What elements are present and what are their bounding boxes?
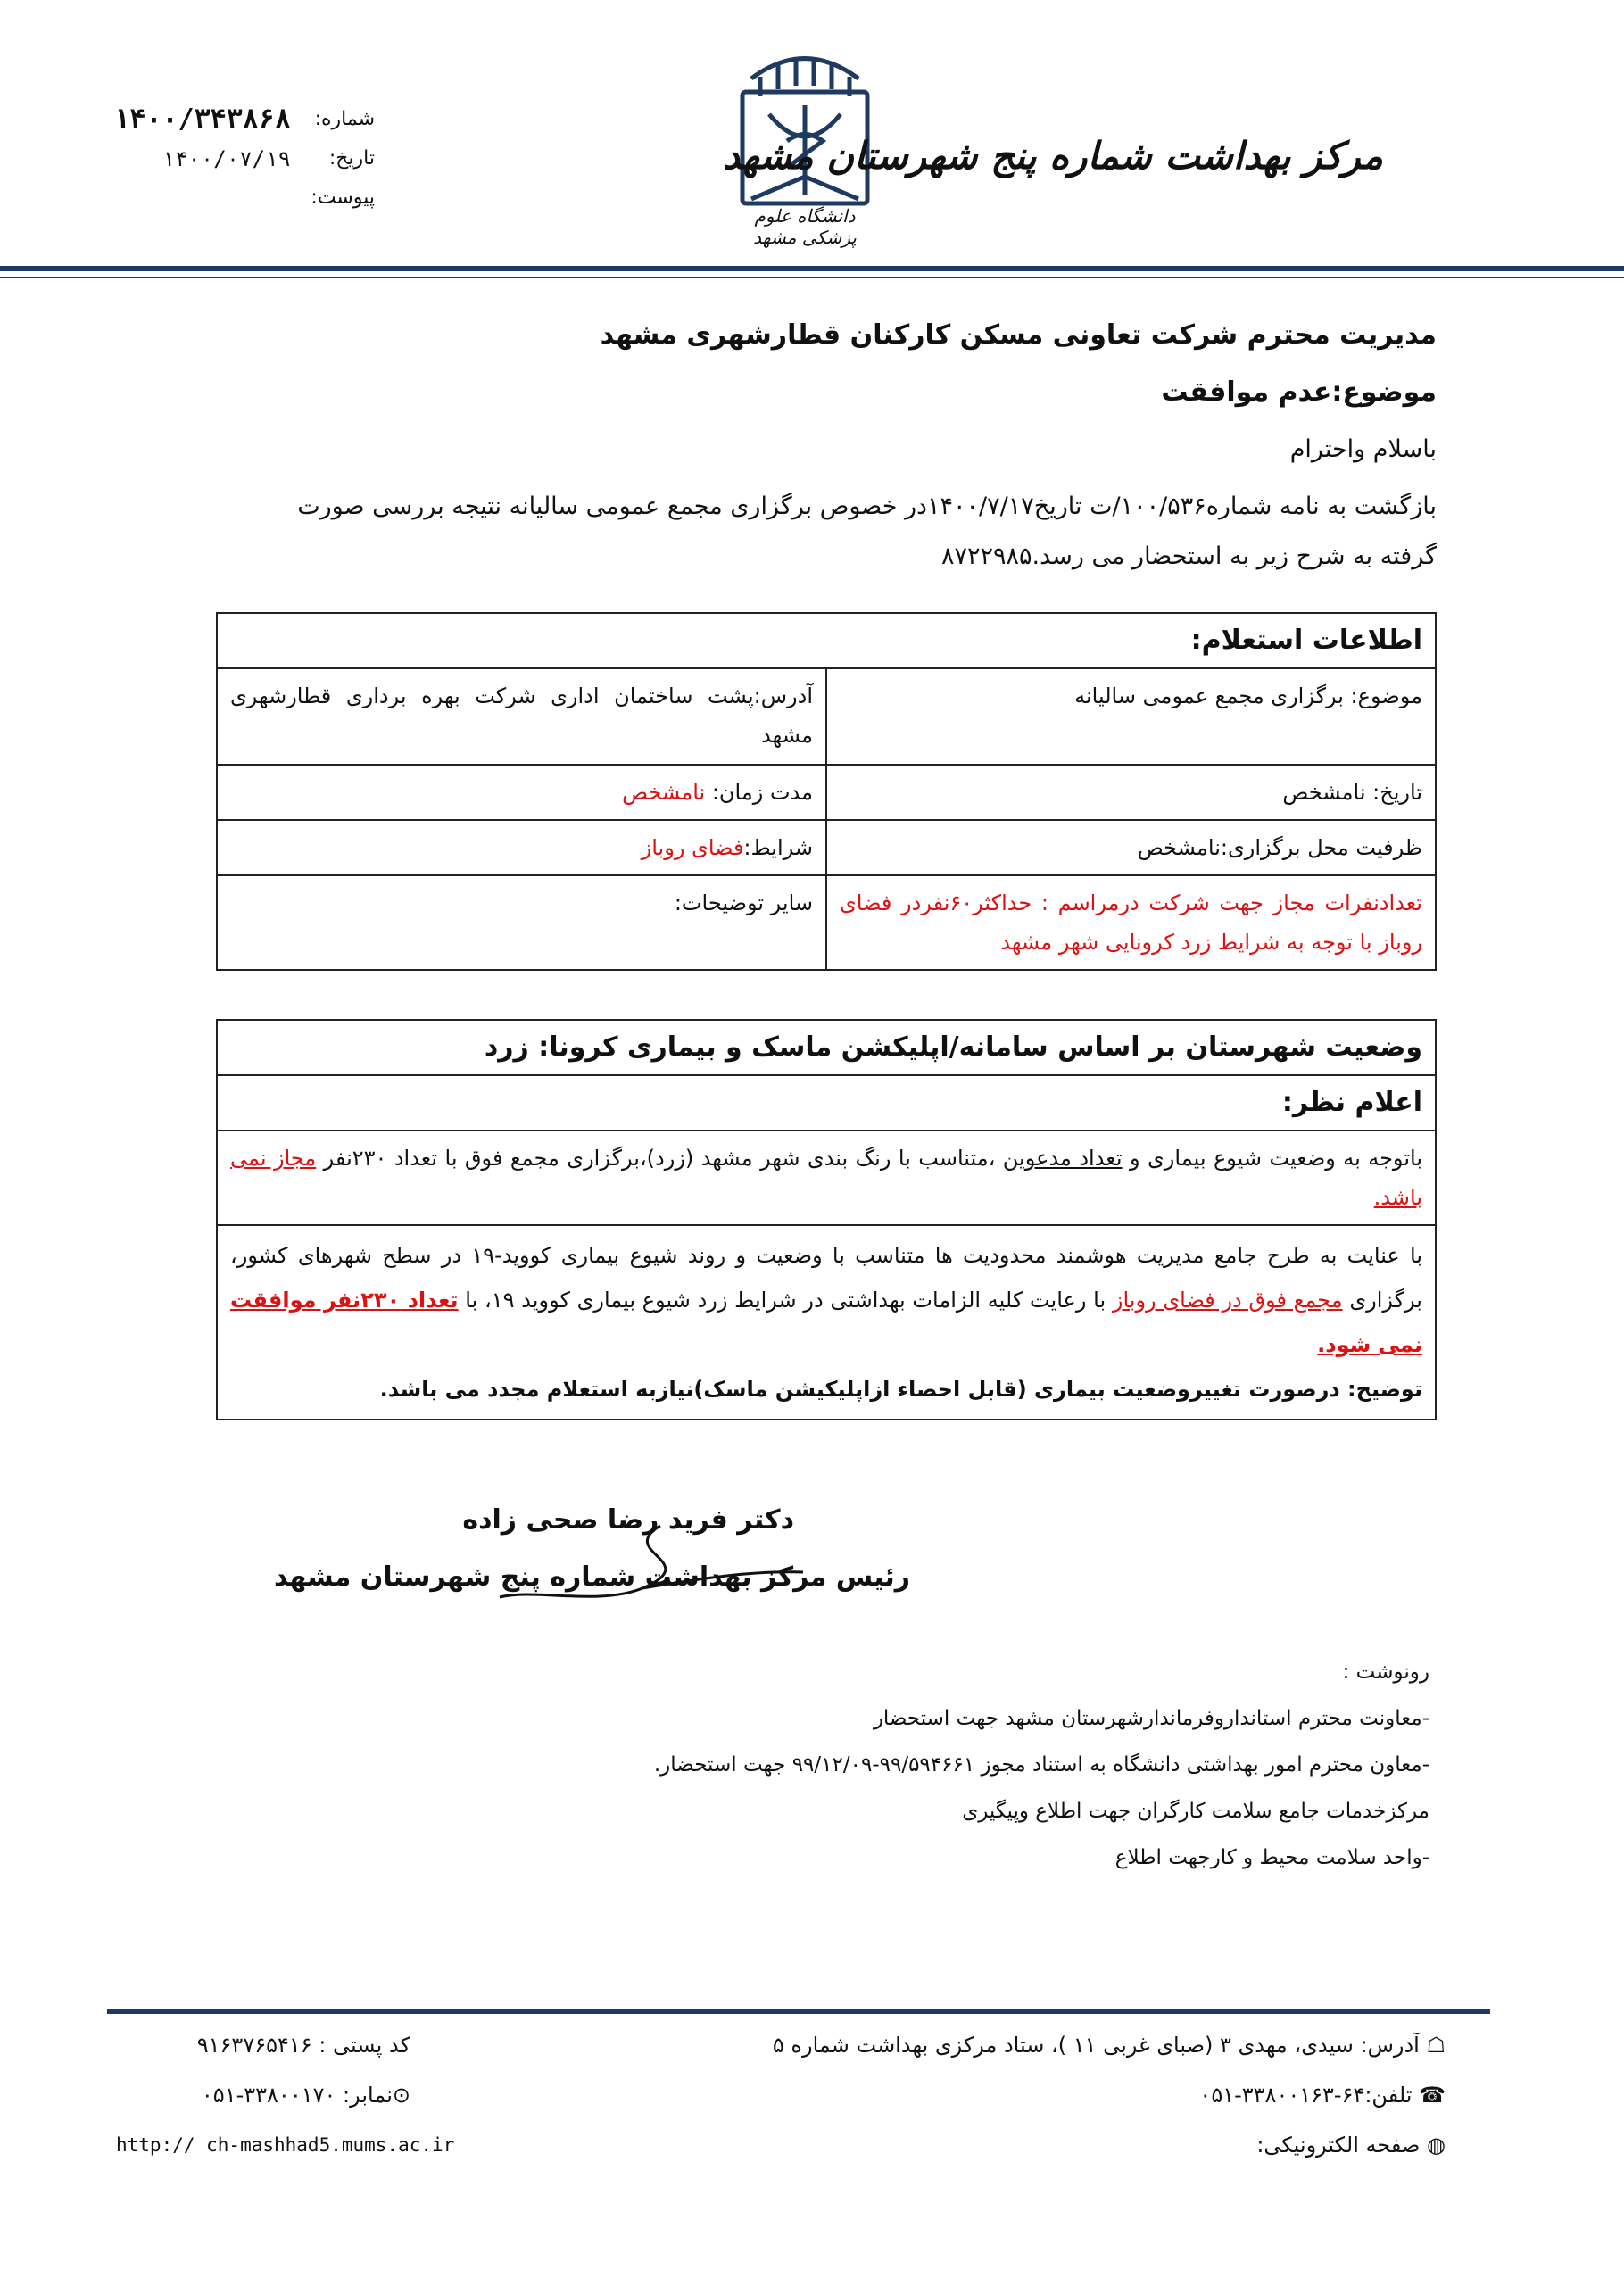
address-cell: آدرس:پشت ساختمان اداری شرکت بهره برداری قطارشهری مشهد <box>217 668 826 765</box>
phone-icon: ☎ <box>1412 2083 1446 2108</box>
fax-text: نمابر: ۳۳۸۰۰۱۷۰-۰۵۱ <box>201 2083 393 2108</box>
opinion-paragraph-2 <box>217 1225 1436 1420</box>
header-divider <box>0 266 1624 271</box>
footer-divider <box>107 2009 1490 2014</box>
handwritten-signature-icon <box>482 1517 821 1615</box>
cc-item: مرکزخدمات جامع سلامت کارگران جهت اطلاع وپیگیری <box>962 1800 1429 1823</box>
attachment-label: پیوست: <box>311 186 375 209</box>
header-divider-thin <box>0 277 1624 278</box>
opinion-note: توضیح: درصورت تغییروضعیت بیماری (قابل احصاء ازاپلیکیشن ماسک)نیازبه استعلام مجدد می باشد. <box>379 1377 1422 1402</box>
allowed-count-cell: تعدادنفرات مجاز جهت شرکت درمراسم : حداکثر۶۰نفردر فضای روباز با توجه به شرایط زرد کرونایی شهر مشهد <box>826 875 1436 970</box>
footer-fax <box>116 2083 410 2108</box>
conditions-cell <box>217 820 826 875</box>
date-cell: تاریخ: نامشخص <box>826 765 1436 820</box>
footer-postal: کد پستی : ۹۱۶۳۷۶۵۴۱۶ <box>196 2033 410 2058</box>
inquiry-info-table <box>216 612 1437 971</box>
p1-text-b: ،متناسب با رنگ بندی شهر مشهد (زرد)،برگزاری مجمع فوق با تعداد ۲۳۰نفر <box>316 1146 1003 1171</box>
letter-meta <box>107 100 375 218</box>
logo-caption: دانشگاه علوم پزشکی مشهد <box>753 205 857 248</box>
footer-web-label <box>1256 2133 1446 2158</box>
p2-text-a: با عنایت به طرح جامع مدیریت هوشمند محدودیت ها متناسب با وضعیت و روند شیوع بیماری کووید-۱۹ در سطح شهرهای کشور، برگزاری <box>230 1243 1422 1313</box>
body-line-1: بازگشت به نامه شماره۱۰۰/۵۳۶/ت تاریخ۱۴۰۰/۷/۱۷در خصوص برگزاری مجمع عمومی سالیانه نتیجه بررسی صورت <box>297 493 1437 520</box>
opinion-paragraph-1 <box>217 1131 1436 1225</box>
subject-cell: موضوع: برگزاری مجمع عمومی سالیانه <box>826 668 1436 765</box>
other-notes-cell: سایر توضیحات: <box>217 875 826 970</box>
subject: موضوع:عدم موافقت <box>1161 377 1437 408</box>
recipient: مدیریت محترم شرکت تعاونی مسکن کارکنان قطارشهری مشهد <box>600 319 1437 351</box>
p1-red: مجاز نمی باشد. <box>230 1146 1422 1210</box>
opinion-title: اعلام نظر: <box>217 1075 1436 1131</box>
address-text: آدرس: سیدی، مهدی ۳ (صبای غربی ۱۱ )، ستاد مرکزی بهداشت شماره ۵ <box>772 2033 1420 2058</box>
capacity-cell: ظرفیت محل برگزاری:نامشخص <box>826 820 1436 875</box>
duration-value: نامشخص <box>622 780 706 805</box>
opinion-table <box>216 1019 1437 1420</box>
footer-address <box>773 2033 1446 2058</box>
letter-date: ۱۴۰۰/۰۷/۱۹ <box>162 146 291 171</box>
p1-text-a: باتوجه به وضعیت شیوع بیماری و <box>1122 1146 1422 1171</box>
footer-website-link[interactable]: http:// ch-mashhad5.mums.ac.ir <box>116 2134 455 2156</box>
cc-label: رونوشت : <box>1342 1661 1429 1684</box>
conditions-label: شرایط: <box>743 835 813 860</box>
p2-red: مجمع فوق در فضای روباز <box>1112 1288 1343 1313</box>
footer-phone <box>1199 2083 1446 2108</box>
date-label: تاریخ: <box>328 147 375 170</box>
city-status: وضعیت شهرستان بر اساس سامانه/اپلیکشن ماسک و بیماری کرونا: زرد <box>217 1020 1436 1075</box>
fax-icon: ⊙ <box>392 2083 410 2108</box>
p1-underline: تعداد مدعوین <box>1002 1146 1123 1171</box>
duration-cell <box>217 765 826 820</box>
conditions-value: فضای روباز <box>641 835 744 860</box>
signer-name: دکتر فرید رضا صحی زاده <box>462 1504 794 1536</box>
cc-item: -واحد سلامت محیط و کارجهت اطلاع <box>1114 1846 1429 1869</box>
cc-item: -معاون محترم امور بهداشتی دانشگاه به استناد مجوز ۹۹/۵۹۴۶۶۱-۹۹/۱۲/۰۹ جهت استحضار. <box>653 1753 1429 1777</box>
number-label: شماره: <box>314 108 375 130</box>
phone-text: تلفن:۶۴-۳۳۸۰۰۱۶۳-۰۵۱ <box>1199 2083 1413 2108</box>
p2-text-b: با رعایت کلیه الزامات بهداشتی در شرایط زرد شیوع بیماری کووید ۱۹، با <box>458 1288 1113 1313</box>
letter-number: ۱۴۰۰/۳۴۳۸۶۸ <box>113 104 291 135</box>
address-icon: ☖ <box>1419 2033 1446 2058</box>
p2-red-2: تعداد ۲۳۰نفر موافقت نمی شود. <box>230 1288 1422 1357</box>
duration-label: مدت زمان: <box>705 780 813 805</box>
greeting: باسلام واحترام <box>1289 435 1437 463</box>
body-line-2: گرفته به شرح زیر به استحضار می رسد.۸۷۲۲۹۸۵ <box>940 543 1437 570</box>
signer-title: رئیس مرکز بهداشت شماره پنج شهرستان مشهد <box>274 1561 910 1593</box>
web-label-text: صفحه الکترونیکی: <box>1256 2133 1421 2158</box>
inquiry-title: اطلاعات استعلام: <box>217 613 1436 668</box>
globe-icon: ◍ <box>1420 2133 1446 2158</box>
organization-name: مرکز بهداشت شماره پنج شهرستان مشهد <box>723 134 1383 178</box>
cc-item: -معاونت محترم استانداروفرماندارشهرستان مشهد جهت استحضار <box>873 1707 1429 1730</box>
